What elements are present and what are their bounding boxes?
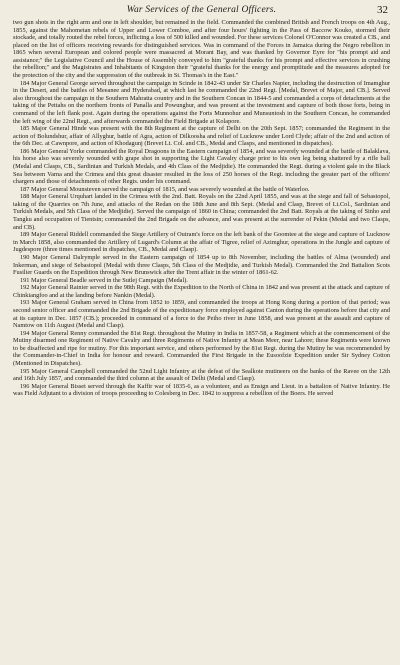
paragraph-195: 195 Major General Campbell commanded the 52nd Light Infantry at the defeat of the Sealkote mutineers on the banks of the Ravee on the 12th and 16th July 1857, and commanded the third column at the assault of Delhi (Medal and Clasp).	[13, 367, 390, 383]
paragraph-186: 186 Major General Yorke commanded the Royal Dragoons in the Eastern campaign of 1854, and was severely wounded at the battle of Balaklava, his horse also was severely wounded with grape shot in supporting the Light Cavalry charge prior to his own leg being shattered by a rifle ball (Medal and Clasps, CB., Sardinian and Turkish Medals, and 4th Class of the Medjidie). He commanded the Regt. during a violent gale in the Black Sea between Varna and the Crimea and this great disaster resulted in the loss of 250 horses of the Regt. including the greater part of the officers' chargers and those of detachments of other Regts. under his command.	[13, 147, 390, 186]
paragraph-191: 191 Major General Beadle served in the Sutlej Campaign (Medal).	[20, 276, 188, 284]
page-number: 32	[377, 4, 388, 16]
page-header	[13, 4, 390, 19]
paragraph-196: 196 Major General Bisset served through the Kaffir war of 1835-6, as a volunteer, and as Ensign and Lieut. in a battalion of Native Infantry. He was Field Adjutant to a division of troops proceeding to Colesberg in Dec. 1842 to suppress a rebellion of the Boers. He served	[13, 382, 390, 398]
paragraph-190: 190 Major General Dalrymple served in the Eastern campaign of 1854 up to 8th November, including the battles of Alma (wounded) and Inkerman, and siege of Sebastopol (Medal with three Clasps, 5th Class of the Medjidie, and Turkish Medal). Commanded the 2nd Battalion Scots Fusilier Guards on the Expedition through New Brunswick after the Trent affair in the winter of 1861-62.	[13, 253, 390, 277]
paragraph-192: 192 Major General Rainier served in the 98th Regt. with the Expedition to the North of China in 1842 and was present at the attack and capture of Chinkiangfoo and at the landing before Nankin (Medal).	[13, 284, 390, 299]
paragraph-193: 193 Major General Graham served in China from 1852 to 1859, and commanded the troops at Hong Kong during a portion of that period; was second senior officer and commanded the 2nd Brigade of the expeditionary force employed against Canton during the operations before that city and at its capture in Dec. 1857 (CB.); proceeded in command of a force to the Peiho river in June 1858, and was present at the assault and capture of Namtow on 11th August (Medal and Clasp).	[13, 299, 390, 330]
paragraph-188: 188 Major General Urquhart landed in the Crimea with the 2nd. Batt. Royals on the 22nd April 1855, and was at the siege and fall of Sebastopol, taking of the Quarries on 7th June, and attacks of the Redan on the 18th June and 8th Sept. (Medal and Clasp, Brevet of Lt.Col., Sardinian and Turkish Medals, and 5th Class of the Medjidie). Served the campaign of 1860 in China; commanded the 2nd Batt. Royals at the taking of Sinho and Tangku and occupation of Tientsin; commanded the 2nd Brigade on the advance, and was present at the surrender of Pekin (Medal and two Clasps, and CB).	[13, 193, 390, 231]
paragraph-185: 185 Major General Hinde was present with the 8th Regiment at the capture of Delhi on the 20th Sept. 1857; commanded the Regiment in the action of Bolundshur, affair of Allyghur, battle of Agra, action of Dilkoosha and relief of Lucknow under Lord Clyde; affair of the 2nd and action of the 6th Dec. at Cawnpore, and action of Khodagunj (Brevet Lt. Col. and CB., Medal and Clasps, and mentioned in dispatches).	[13, 125, 390, 148]
paragraph-194: 194 Major General Renny commanded the 81st Regt. throughout the Mutiny in India in 1857-58, a Regiment which at the commencement of the Mutiny disarmed one Regiment of Native Cavalry and three Regiments of Native Infantry at Mean Meer, near Lahore; these Regiments were known to be disaffected and ripe for mutiny. For this important service, and others performed by the 81st Regt. during the Mutiny he was recommended by the Commander-in-Chief in India for honour and reward. Commanded the First Brigade in the Eusoofzie Expedition under Sir Sydney Cotton (Mentioned in Dispatches).	[13, 329, 390, 368]
paragraph-187: 187 Major General Mounsteven served the campaign of 1815, and was severely wounded at the battle of Waterloo.	[20, 185, 310, 193]
paragraph-184: 184 Major General George served throughout the campaign in Scinde in 1842-43 under Sir Charles Napier, including the destruction of Imamghur in the Desert, and the battles of Meeanee and Hyderabad, at which last he commanded the 22nd Regt. [Medal, Brevet of Major, and CB.]. Served also throughout the campaign in the Southern Mahratta country and in the Southern Concan in 1844-5 and commanded a corps of detachments at the taking of the Pettahs on the northern fronts of Panalla and Powunghur, and was present at the investment and capture of both those forts, being in command of the left flank post. Again during the operations against the Forts Munnohur and Munsuntosh in the Southern Concan, he commanded the left wing of the 22nd Regt., and afterwards commanded the Field Brigade at Kolapore.	[13, 79, 390, 125]
page-body	[13, 19, 390, 398]
paragraph-continuation: two gun shots in the right arm and one in left shoulder, but remained in the field. Commanded the combined British and French troops on 4th Aug., 1855, against the Mahometan rebels of Upper and Lower Comboe, and after four hours' fighting in the Pass of Baccow Kouko, stormed their stockade, and totally routed the rebel forces, inflicting a loss of 500 killed and wounded. For these services Colonel O'Connor was created a CB., and placed on the list of officers receiving rewards for distinguished services. Was in command of the Forces in Jamaica during the Negro rebellion in 1865 when several European and colored people were massacred at Morant Bay, and was thanked by Governor Eyre for "his prompt aid and assistance;" the Legislative Council and the House of Assembly conveyed to him "grateful thanks for his prompt and effective services in crushing the rebellion;" and the Magistrates and Inhabitants of Kingston their "grateful thanks for the energy and promptitude and the measures adopted for the protection of the city and the suppression of the outbreak in St. Thomas's in the East."	[13, 19, 390, 80]
paragraph-189: 189 Major General Riddell commanded the Siege Artillery of Outram's force on the left bank of the Goomtee at the siege and capture of Lucknow in March 1858, also commanded the Artillery of Lugard's Column at the affair of Tigree, relief of Azimghur, operations in the Jungle and capture of Jugdespore (three times mentioned in dispatches, CB., Medal and Clasp).	[13, 231, 390, 254]
running-head: War Services of the General Officers.	[126, 5, 277, 15]
